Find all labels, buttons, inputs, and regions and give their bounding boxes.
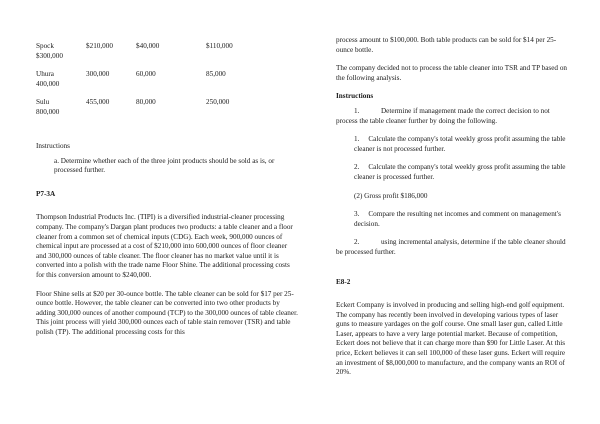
cost-value: 85,000 <box>206 70 226 78</box>
right-column <box>336 0 568 378</box>
instructions-heading: Instructions <box>36 142 70 150</box>
body-paragraph: The company decided not to process the table cleaner into TSR and TP based on the following analysis. <box>336 64 568 82</box>
cost-value: 400,000 <box>36 80 60 88</box>
table-row <box>36 42 298 70</box>
cost-value: $300,000 <box>36 52 63 60</box>
instruction-subitem: 2. Calculate the company's total weekly gross profit assuming the table cleaner is processed further. <box>354 163 568 181</box>
exercise-heading: E8-2 <box>336 277 351 286</box>
cost-value: 60,000 <box>136 70 156 78</box>
cost-value: $110,000 <box>206 42 233 50</box>
instruction-subitem: 3. Compare the resulting net incomes and comment on management's decision. <box>354 210 563 228</box>
cost-value: 455,000 <box>86 98 110 106</box>
cost-value: 300,000 <box>86 70 110 78</box>
cost-value: 80,000 <box>136 98 156 106</box>
problem-heading: P7-3A <box>36 189 56 198</box>
cost-value: $40,000 <box>136 42 160 50</box>
instruction-item: 1. Determine if management made the correct decision to not process the table cleaner further by doing the following. <box>336 106 552 125</box>
cost-value: 250,000 <box>206 98 230 106</box>
instructions-heading: Instructions <box>336 92 374 101</box>
table-row <box>36 98 298 126</box>
instruction-item: 2. using incremental analysis, determine if the table cleaner should be processed further. <box>336 238 568 256</box>
product-name: Sulu <box>36 98 50 106</box>
table-row <box>36 70 298 98</box>
left-column <box>36 0 298 338</box>
exercise-paragraph: Eckert Company is involved in producing and selling high-end golf equipment. The company has recently been involved in developing various types of laser guns to measure yardages on the golf course. One small laser gun, called Little Laser, appears to have a very large potential market. Because of competition, Eckert does not believe that it can charge more than $90 for Little Laser. At this price, Eckert believes it can sell 100,000 of these laser guns. Eckert will require an investment of $8,000,000 to manufacture, and the company wants an ROI of 20%. <box>336 301 566 377</box>
cost-value: $210,000 <box>86 42 113 50</box>
product-name: Spock <box>36 42 54 50</box>
gross-profit-note: (2) Gross profit $186,000 <box>354 191 428 200</box>
instruction-a: a. Determine whether each of the three joint products should be sold as is, or processed further. <box>54 156 275 175</box>
problem-paragraph: Floor Shine sells at $20 per 30-ounce bottle. The table cleaner can be sold for $17 per 25-ounce bottle. However, the table cleaner can be converted into two other products by adding 300,000 ounces of another compound (TCP) to the 300,000 ounces of table cleaner. This joint process will yield 300,000 ounces each of table stain remover (TSR) and table polish (TP). The additional processing costs for this <box>36 289 298 336</box>
cost-value: 800,000 <box>36 108 60 116</box>
problem-paragraph: Thompson Industrial Products Inc. (TIPI) is a diversified industrial-cleaner processing company. The company's Dargan plant produces two products: a table cleaner and a floor cleaner from a common set of chemical inputs (CDG). Each week, 900,000 ounces of chemical input are processed at a cost of $210,000 into 600,000 ounces of floor cleaner and 300,000 ounces of table cleaner. The floor cleaner has no market value until it is converted into a polish with the trade name Floor Shine. The additional processing costs for this conversion amount to $240,000. <box>36 213 293 279</box>
instruction-subitem: 1. Calculate the company's total weekly gross profit assuming the table cleaner is not processed further. <box>354 135 568 153</box>
product-name: Uhura <box>36 70 54 78</box>
body-paragraph: process amount to $100,000. Both table products can be sold for $14 per 25-ounce bottle. <box>336 36 557 54</box>
